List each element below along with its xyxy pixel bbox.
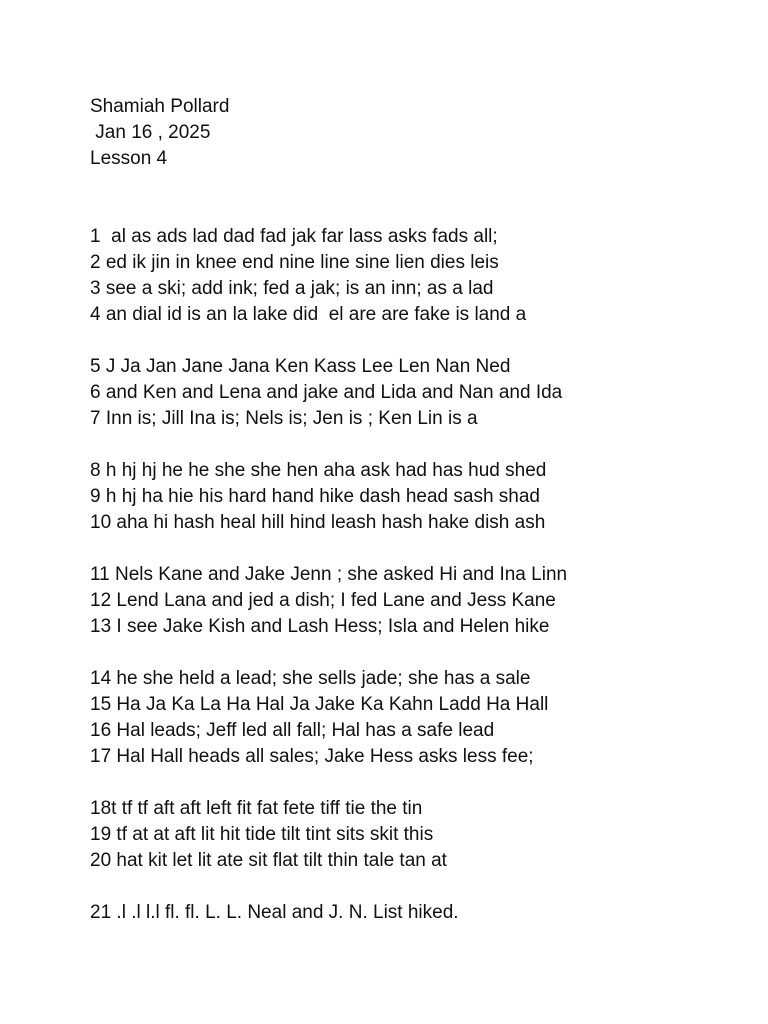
blank-line (90, 536, 567, 562)
drill-line: 6 and Ken and Lena and jake and Lida and Nan and Ida (90, 382, 563, 403)
drill-line: 12 Lend Lana and jed a dish; I fed Lane and Jess Kane (90, 590, 556, 611)
drill-line: 17 Hal Hall heads all sales; Jake Hess asks less fee; (90, 746, 534, 767)
drill-line: 8 h hj hj he he she she hen aha ask had has hud shed (90, 460, 547, 481)
drill-line: 18t tf tf aft aft left fit fat fete tiff tie the tin (90, 798, 423, 819)
lesson-title: Lesson 4 (90, 148, 168, 169)
blank-line (90, 770, 567, 796)
drill-lines (90, 224, 567, 926)
drill-line: 1 al as ads lad dad fad jak far lass asks fads all; (90, 226, 498, 247)
drill-line: 19 tf at at aft lit hit tide tilt tint sits skit this (90, 824, 434, 845)
drill-line: 16 Hal leads; Jeff led all fall; Hal has a safe lead (90, 720, 495, 741)
drill-line: 5 J Ja Jan Jane Jana Ken Kass Lee Len Nan Ned (90, 356, 511, 377)
drill-line: 4 an dial id is an la lake did el are are fake is land a (90, 304, 527, 325)
drill-line: 21 .l .l l.l fl. fl. L. L. Neal and J. N. List hiked. (90, 902, 459, 923)
drill-line: 10 aha hi hash heal hill hind leash hash hake dish ash (90, 512, 546, 533)
document-header (90, 94, 229, 172)
author-name: Shamiah Pollard (90, 96, 230, 117)
blank-line (90, 432, 567, 458)
blank-line (90, 874, 567, 900)
drill-line: 9 h hj ha hie his hard hand hike dash head sash shad (90, 486, 540, 507)
drill-line: 11 Nels Kane and Jake Jenn ; she asked Hi and Ina Linn (90, 564, 568, 585)
blank-line (90, 640, 567, 666)
drill-line: 15 Ha Ja Ka La Ha Hal Ja Jake Ka Kahn Ladd Ha Hall (90, 694, 549, 715)
blank-line (90, 328, 567, 354)
drill-line: 2 ed ik jin in knee end nine line sine lien dies leis (90, 252, 499, 273)
document-date: Jan 16 , 2025 (90, 122, 211, 143)
drill-line: 20 hat kit let lit ate sit flat tilt thin tale tan at (90, 850, 447, 871)
drill-line: 3 see a ski; add ink; fed a jak; is an inn; as a lad (90, 278, 494, 299)
drill-line: 13 I see Jake Kish and Lash Hess; Isla and Helen hike (90, 616, 550, 637)
drill-line: 7 Inn is; Jill Ina is; Nels is; Jen is ; Ken Lin is a (90, 408, 478, 429)
drill-line: 14 he she held a lead; she sells jade; she has a sale (90, 668, 531, 689)
